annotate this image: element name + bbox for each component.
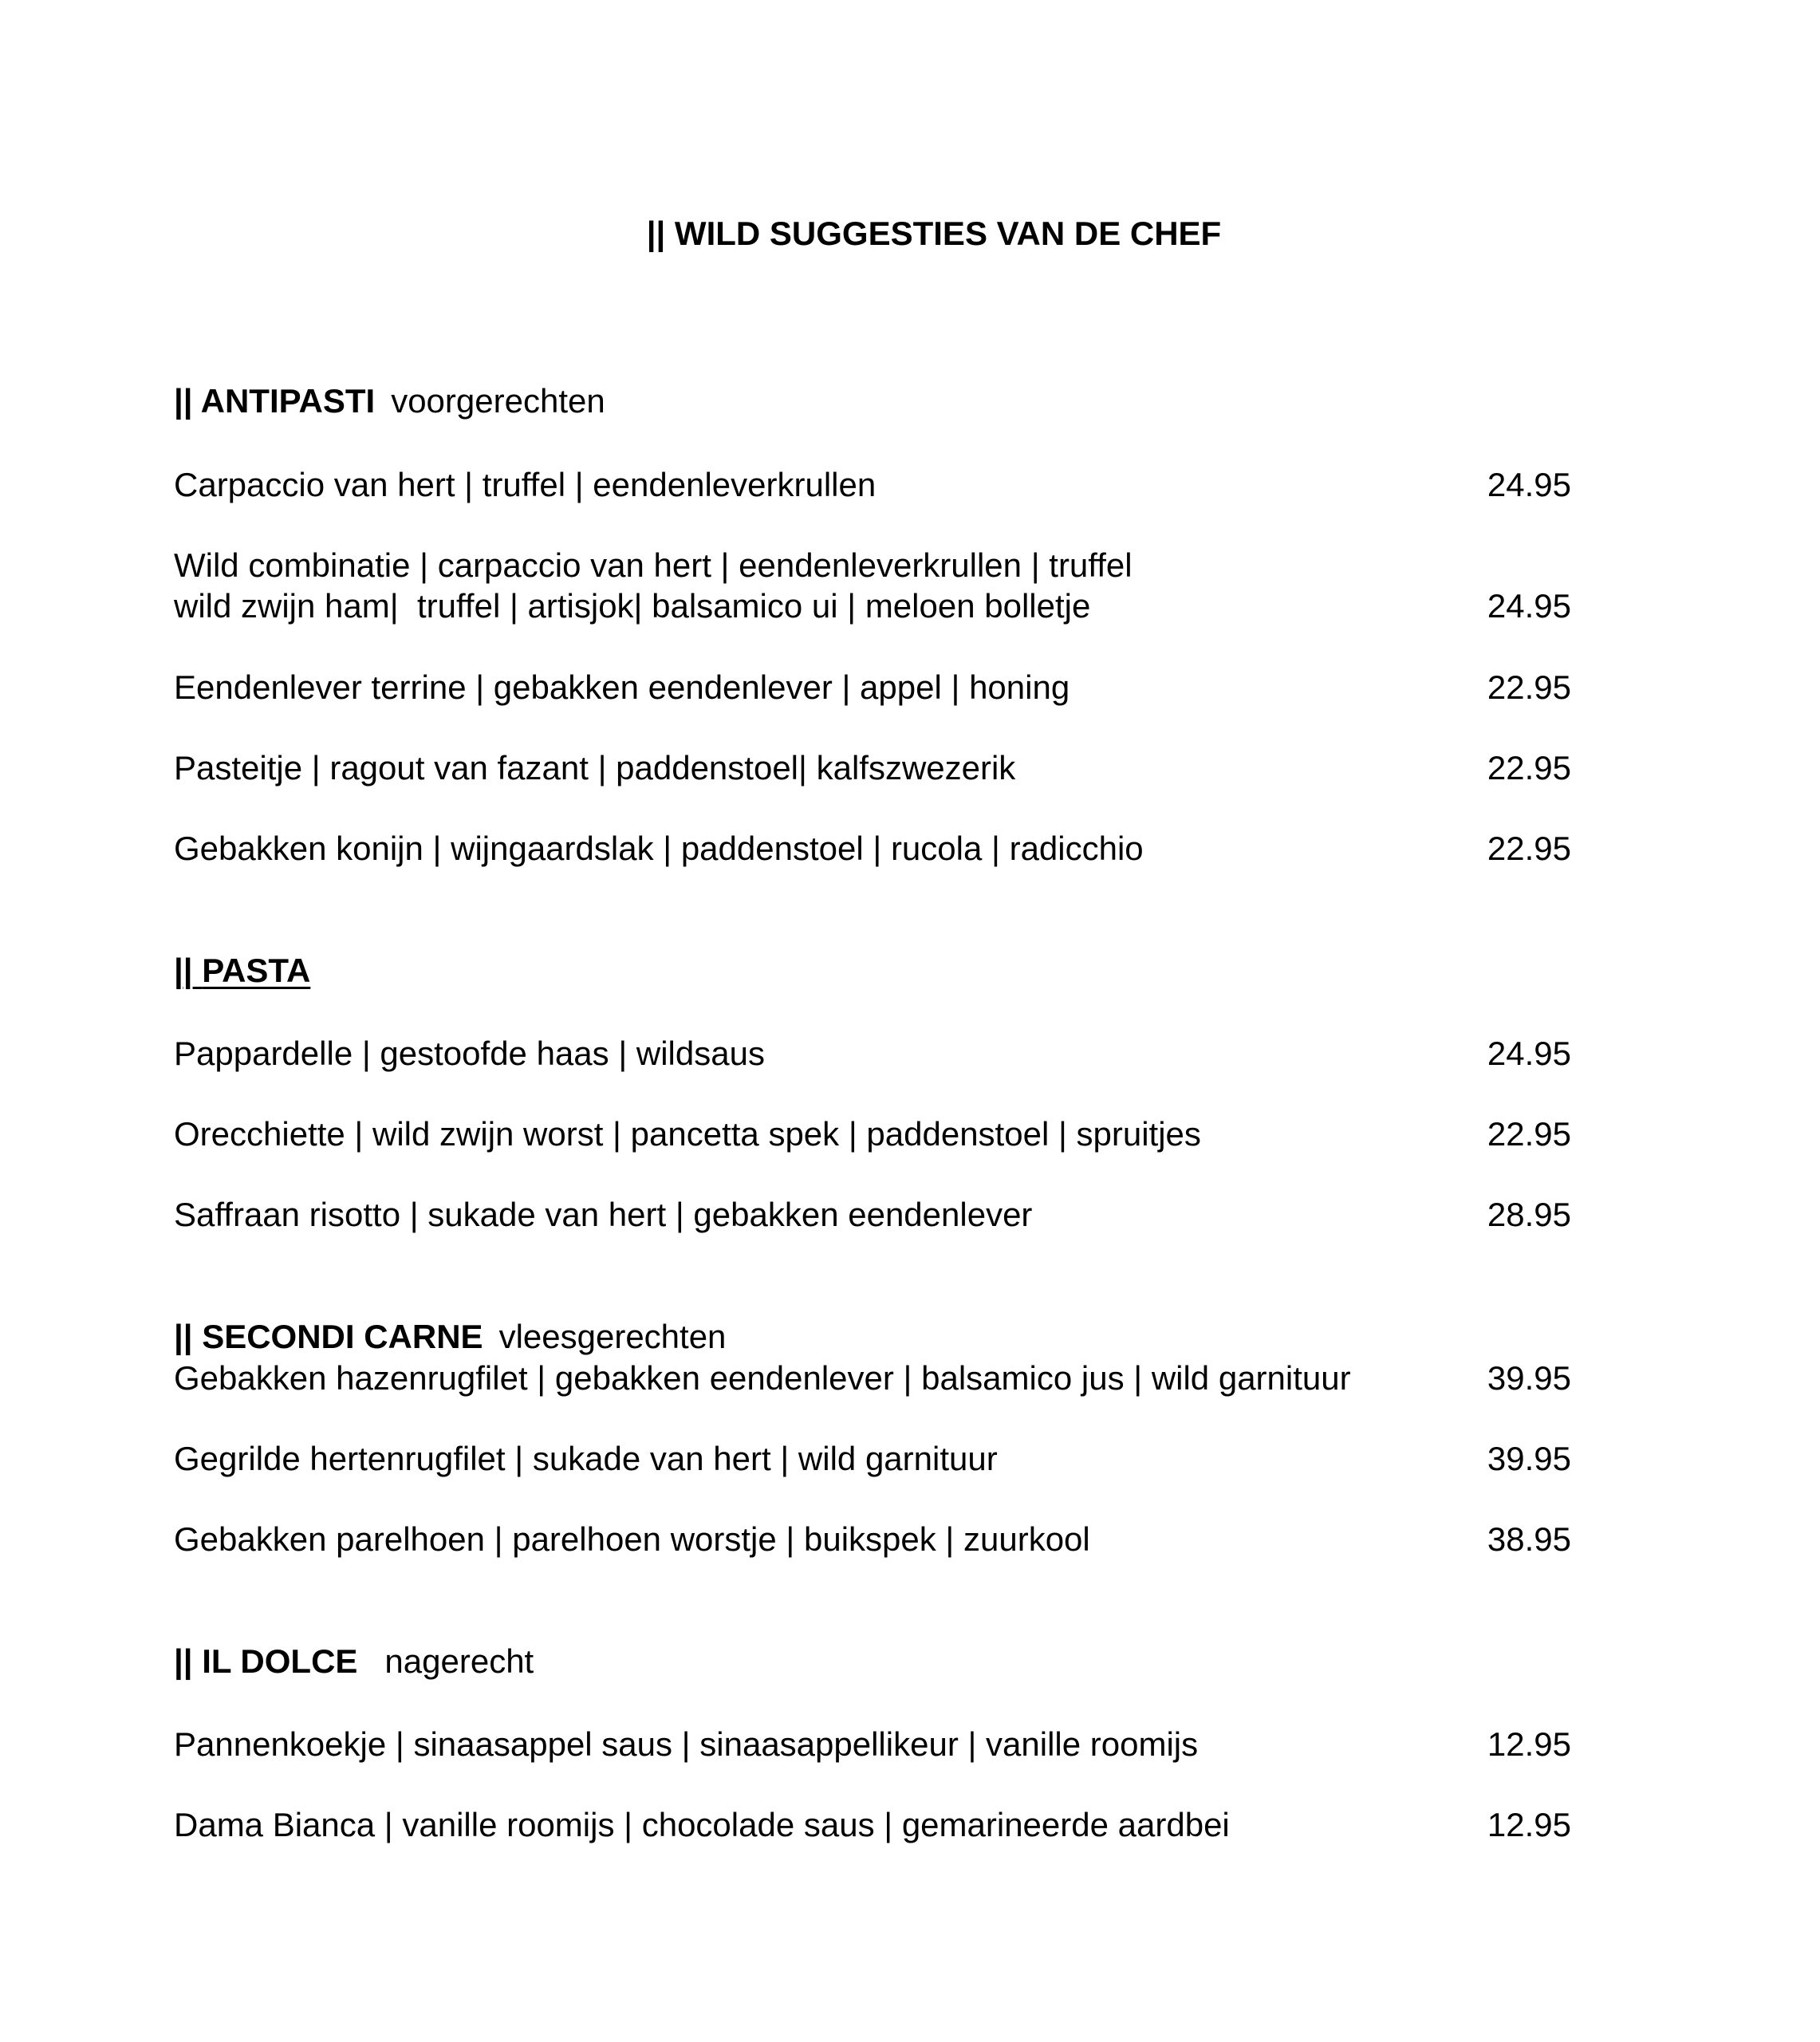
menu-item	[174, 747, 1571, 788]
item-description: Orecchiette | wild zwijn worst | pancetta spek | paddenstoel | spruitjes	[174, 1115, 1201, 1153]
item-price: 22.95	[1487, 830, 1571, 867]
item-price: 22.95	[1487, 749, 1571, 786]
menu-item	[174, 1724, 1571, 1764]
item-description: Carpaccio van hert | truffel | eendenleverkrullen	[174, 466, 877, 503]
item-price: 38.95	[1487, 1520, 1571, 1558]
section-heading-antipasti	[174, 381, 605, 421]
page-title: || WILD SUGGESTIES VAN DE CHEF	[646, 215, 1222, 252]
section-name: || ANTIPASTI	[174, 382, 376, 420]
item-price: 22.95	[1487, 668, 1571, 706]
item-description: Gegrilde hertenrugfilet | sukade van hert | wild garnituur	[174, 1440, 998, 1477]
section-heading-secondi-carne	[174, 1317, 726, 1357]
item-description: Gebakken hazenrugfilet | gebakken eendenlever | balsamico jus | wild garnituur	[174, 1359, 1351, 1397]
menu-item	[174, 1358, 1571, 1398]
menu-item	[174, 1033, 1571, 1074]
item-description: Pasteitje | ragout van fazant | paddenstoel| kalfszwezerik	[174, 749, 1016, 786]
menu-item	[174, 828, 1571, 869]
menu-item	[174, 545, 1571, 626]
item-description: Dama Bianca | vanille roomijs | chocolade saus | gemarineerde aardbei	[174, 1806, 1230, 1843]
item-price: 12.95	[1487, 1806, 1571, 1843]
menu-item	[174, 1438, 1571, 1479]
menu-item	[174, 1114, 1571, 1154]
menu-item	[174, 1519, 1571, 1559]
section-subtitle: voorgerechten	[391, 382, 605, 420]
section-subtitle: vleesgerechten	[498, 1318, 727, 1355]
menu-item	[174, 667, 1571, 708]
item-description: Eendenlever terrine | gebakken eendenlever | appel | honing	[174, 668, 1070, 706]
item-price: 22.95	[1487, 1115, 1571, 1153]
item-description: Gebakken parelhoen | parelhoen worstje | buikspek | zuurkool	[174, 1520, 1090, 1558]
section-name: || SECONDI CARNE	[174, 1318, 483, 1355]
item-price: 28.95	[1487, 1196, 1571, 1233]
menu-item	[174, 1194, 1571, 1235]
item-price: 24.95	[1487, 466, 1571, 503]
section-name: || PASTA	[174, 952, 311, 989]
section-name: || IL DOLCE	[174, 1642, 358, 1680]
item-price: 39.95	[1487, 1440, 1571, 1477]
item-price: 39.95	[1487, 1359, 1571, 1397]
section-heading-il-dolce	[174, 1642, 534, 1681]
section-subtitle: nagerecht	[384, 1642, 534, 1680]
item-price: 12.95	[1487, 1725, 1571, 1763]
item-description: Saffraan risotto | sukade van hert | gebakken eendenlever	[174, 1196, 1033, 1233]
item-description: Pappardelle | gestoofde haas | wildsaus	[174, 1035, 765, 1072]
menu-item	[174, 1804, 1571, 1845]
item-price: 24.95	[1487, 1035, 1571, 1072]
item-description: Gebakken konijn | wijngaardslak | paddenstoel | rucola | radicchio	[174, 830, 1144, 867]
menu-item	[174, 464, 1571, 505]
section-heading-pasta	[174, 951, 310, 991]
item-description: Pannenkoekje | sinaasappel saus | sinaasappellikeur | vanille roomijs	[174, 1725, 1199, 1763]
item-description: Wild combinatie | carpaccio van hert | eendenleverkrullen | truffel wild zwijn ham| truffel | artisjok| balsamico ui | meloen bolletje	[174, 546, 1133, 625]
item-price: 24.95	[1487, 587, 1571, 625]
